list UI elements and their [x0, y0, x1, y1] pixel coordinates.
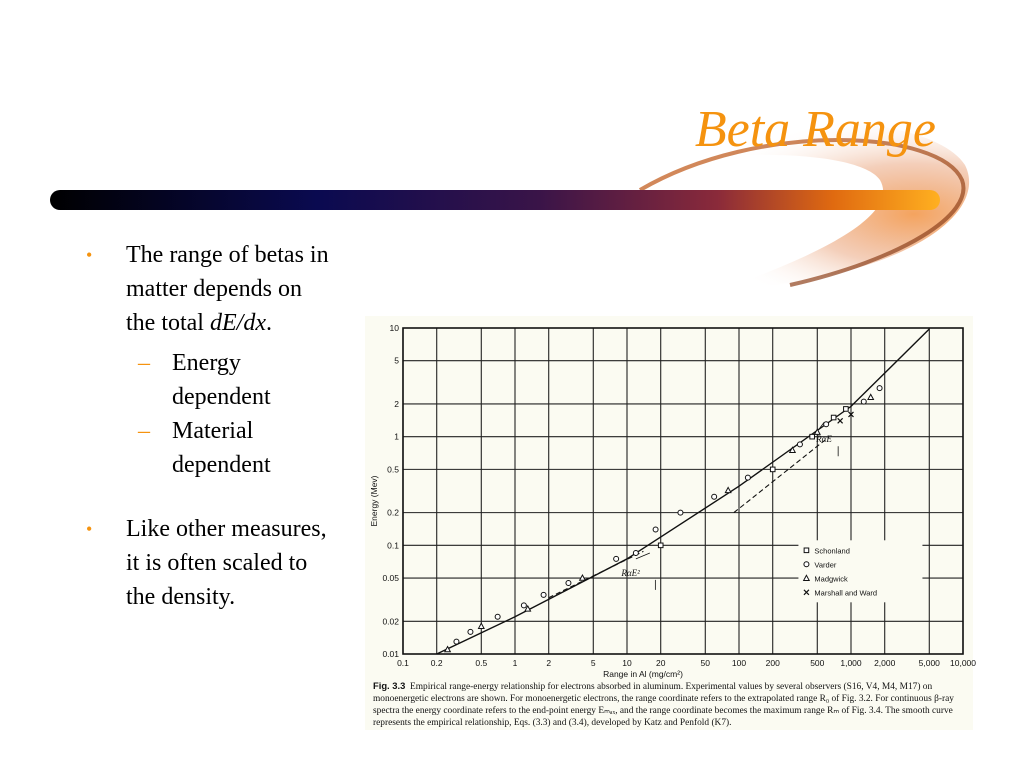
sub-bullet-marker: – — [138, 418, 150, 444]
data-point-circle — [712, 494, 717, 499]
data-point-square — [770, 467, 775, 472]
x-axis-label: Range in Al (mg/cm²) — [603, 669, 683, 679]
bullet-text: The range of betas in matter depends on the total — [126, 242, 329, 336]
annotation-label: RαE — [816, 434, 832, 445]
sub-bullet-text: Material dependent — [172, 418, 271, 478]
data-point-square — [810, 434, 815, 439]
bullet-emphasis: dE/dx — [209, 310, 266, 336]
data-point-square — [658, 543, 663, 548]
data-point-triangle — [478, 623, 484, 628]
bullet-period: . — [265, 310, 272, 336]
data-point-circle — [614, 556, 619, 561]
y-tick-label: 0.1 — [387, 540, 399, 551]
sub-bullet-item — [86, 414, 336, 482]
y-tick-label: 0.02 — [382, 616, 399, 627]
data-point-triangle — [725, 487, 731, 492]
data-point-circle — [541, 592, 546, 597]
bullet-marker: • — [86, 245, 93, 265]
legend-label: Madgwick — [814, 574, 848, 584]
bullet-list — [86, 238, 336, 620]
y-tick-label: 2 — [394, 398, 399, 409]
y-tick-label: 0.05 — [382, 573, 399, 584]
bullet-marker: • — [86, 519, 93, 539]
y-tick-label: 0.01 — [382, 649, 399, 659]
data-point-triangle — [790, 447, 796, 452]
data-point-circle — [678, 510, 683, 515]
x-tick-label: 200 — [765, 658, 780, 668]
annotation-label: RαE² — [621, 567, 640, 578]
x-tick-label: 0.2 — [430, 658, 443, 668]
data-point-circle — [861, 399, 866, 404]
x-tick-label: 10 — [622, 658, 632, 668]
data-point-triangle — [580, 575, 586, 580]
y-axis-label: Energy (Mev) — [369, 475, 379, 527]
data-point-circle — [653, 527, 658, 532]
y-tick-label: 10 — [389, 323, 399, 333]
bullet-text: Like other measures, it is often scaled to the density. — [126, 516, 327, 610]
legend-marker — [804, 562, 809, 567]
x-tick-label: 5 — [590, 658, 596, 668]
x-tick-label: 5,000 — [918, 658, 940, 668]
bullet-item — [86, 238, 336, 340]
x-tick-label: 100 — [731, 658, 747, 668]
plot-frame — [403, 328, 963, 654]
figure-caption — [373, 680, 969, 728]
data-point-circle — [566, 581, 571, 586]
legend-label: Marshall and Ward — [814, 588, 878, 598]
y-tick-label: 0.5 — [387, 464, 399, 475]
sub-bullet-text: Energy dependent — [172, 350, 271, 410]
x-tick-label: 1 — [512, 658, 518, 668]
x-tick-label: 1,000 — [840, 658, 862, 668]
y-tick-label: 5 — [394, 355, 399, 366]
data-point-circle — [454, 639, 459, 644]
data-point-circle — [633, 551, 638, 556]
data-point-x — [838, 418, 843, 423]
sub-bullet-marker: – — [138, 350, 150, 376]
caption-text: Empirical range-energy relationship for electrons absorbed in aluminum. Experimental values by several observers (S16, V4, M4, M17) on monoenergetic electrons are shown. For monoenergetic electrons, the range coordinate refers to the extrapolated range R₀ of Fig. 3.2. For continuous β-ray spectra the energy coordinate refers to the end-point energy Eₘₐₓ, and the range coordinate becomes the maximum range Rₘ of Fig. 3.4. The smooth curve represents the empirical relationship, Eqs. (3.3) and (3.4), developed by Katz and Penfold (K7). — [373, 682, 954, 728]
y-tick-label: 0.2 — [387, 507, 399, 518]
data-point-circle — [745, 475, 750, 480]
empirical-curve — [437, 329, 930, 654]
x-tick-label: 20 — [655, 658, 666, 668]
x-tick-label: 0.5 — [475, 658, 488, 668]
legend-label: Varder — [814, 560, 837, 570]
data-point-square — [844, 407, 849, 412]
range-energy-chart — [365, 316, 976, 679]
bullet-item — [86, 512, 336, 614]
slide-title: Beta Range — [694, 101, 936, 158]
data-point-circle — [797, 442, 802, 447]
x-tick-label: 500 — [810, 658, 825, 668]
data-point-triangle — [868, 394, 874, 399]
caption-label: Fig. 3.3 — [373, 680, 406, 691]
data-point-square — [831, 415, 836, 420]
x-tick-label: 10,000 — [950, 658, 976, 668]
sub-bullet-item — [86, 346, 336, 414]
data-point-circle — [521, 603, 526, 608]
data-point-circle — [468, 629, 473, 634]
x-tick-label: 0.1 — [397, 658, 409, 668]
y-tick-label: 1 — [394, 431, 399, 442]
x-tick-label: 2 — [546, 658, 552, 668]
range-energy-figure — [365, 316, 976, 730]
data-point-circle — [877, 386, 882, 391]
x-tick-label: 50 — [700, 658, 711, 668]
data-point-circle — [495, 614, 500, 619]
legend-label: Schonland — [814, 546, 850, 556]
x-tick-label: 2,000 — [874, 658, 896, 668]
legend-marker — [804, 548, 809, 553]
